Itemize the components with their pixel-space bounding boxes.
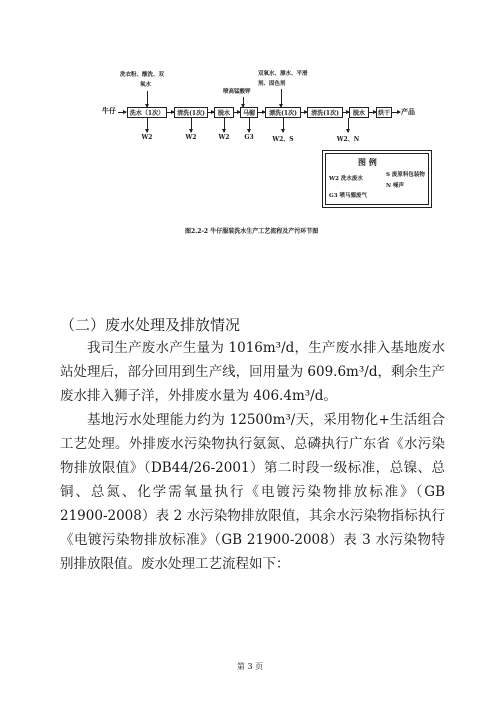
legend-n: N 噪声 xyxy=(386,183,404,189)
input-label-wash-chemicals-2: 氧水 xyxy=(140,82,152,88)
output-label-3: W2 xyxy=(218,134,230,141)
input-label-bleach-chemicals: 双氧水、漂水、平滑 xyxy=(258,71,308,77)
input-arrow-1 xyxy=(147,91,148,107)
input-label-permanganate: 喷高锰酸钾 xyxy=(223,89,251,95)
output-arrow-2 xyxy=(191,118,192,132)
paragraph-1-text: 我司生产废水产生量为 1016m³/d，生产废水排入基地废水站处理后，部分回用到生产线，回用量为 609.6m³/d，剩余生产废水排入狮子洋，外排废水量为 406.4m³/d。 xyxy=(60,340,445,404)
flow-arrow-end xyxy=(392,112,400,113)
paragraph-2-text: 基地污水处理能力约为 12500m³/天，采用物化+生活组合工艺处理。外排废水污染物执行氨氮、总磷执行广东省《水污染物排放限值》（DB44/26-2001）第二时段一级标准，总镍、总铜、总氮、化学需氧量执行《电镀污染物排放标准》（GB 21900-2008）表 2 水污染物排放限值，其余水污染物指标执行《电镀污染物排放标准》（GB 21900-2008）表 3 水污染物特别排放限值。废水处理工艺流程如下： xyxy=(60,412,445,572)
legend-w2: W2 洗水废水 xyxy=(329,176,363,182)
flow-arrow-4 xyxy=(258,112,265,113)
paragraph-treatment-standards xyxy=(60,408,445,576)
flow-end-label: 产品 xyxy=(401,107,415,116)
legend-s: S 废原料包装物 xyxy=(386,172,425,178)
figure-caption: 图2.2-2 牛仔服装洗水生产工艺流程及产污环节图 xyxy=(185,228,319,235)
flow-box-dewater-2: 脱水 xyxy=(349,107,369,118)
flow-box-rinse-1: 清洗(1次) xyxy=(174,107,208,118)
input-label-wash-chemicals: 洗衣粉、酸洗、双 xyxy=(120,72,165,78)
paragraph-wastewater-volume xyxy=(60,336,445,408)
output-arrow-4 xyxy=(249,118,250,132)
output-label-4: G3 xyxy=(244,134,254,141)
output-label-6: W2、N xyxy=(336,136,360,143)
flow-box-dry: 烘干 xyxy=(376,107,392,118)
page-number: 第 3 页 xyxy=(236,662,264,671)
output-arrow-6 xyxy=(348,118,349,132)
output-arrow-3 xyxy=(224,118,225,132)
input-arrow-2 xyxy=(243,97,244,107)
output-arrow-1 xyxy=(147,118,148,132)
section-heading: （二）废水处理及排放情况 xyxy=(60,316,241,334)
flow-arrow-7 xyxy=(369,112,376,113)
flow-box-wash: 洗水（1次） xyxy=(127,107,167,118)
output-label-1: W2 xyxy=(141,134,153,141)
output-label-2: W2 xyxy=(185,134,197,141)
flow-box-bleach: 漂洗(1次) xyxy=(265,107,301,118)
flow-arrow-start xyxy=(118,112,126,113)
output-label-5: W2、S xyxy=(272,136,294,143)
flow-box-rinse-2: 清洗(1次) xyxy=(307,107,343,118)
flow-start-label: 牛仔 xyxy=(102,106,116,115)
flow-arrow-1 xyxy=(167,112,174,113)
output-arrow-5 xyxy=(283,118,284,132)
flow-box-monkey: 马骝 xyxy=(240,107,258,118)
legend-title: 图 例 xyxy=(358,157,377,167)
input-arrow-3 xyxy=(281,89,282,107)
flow-box-dewater-1: 脱水 xyxy=(214,107,234,118)
input-label-bleach-chemicals-2: 剂、固色剂 xyxy=(258,81,286,87)
legend-g3: G3 喷马骝废气 xyxy=(329,193,367,199)
